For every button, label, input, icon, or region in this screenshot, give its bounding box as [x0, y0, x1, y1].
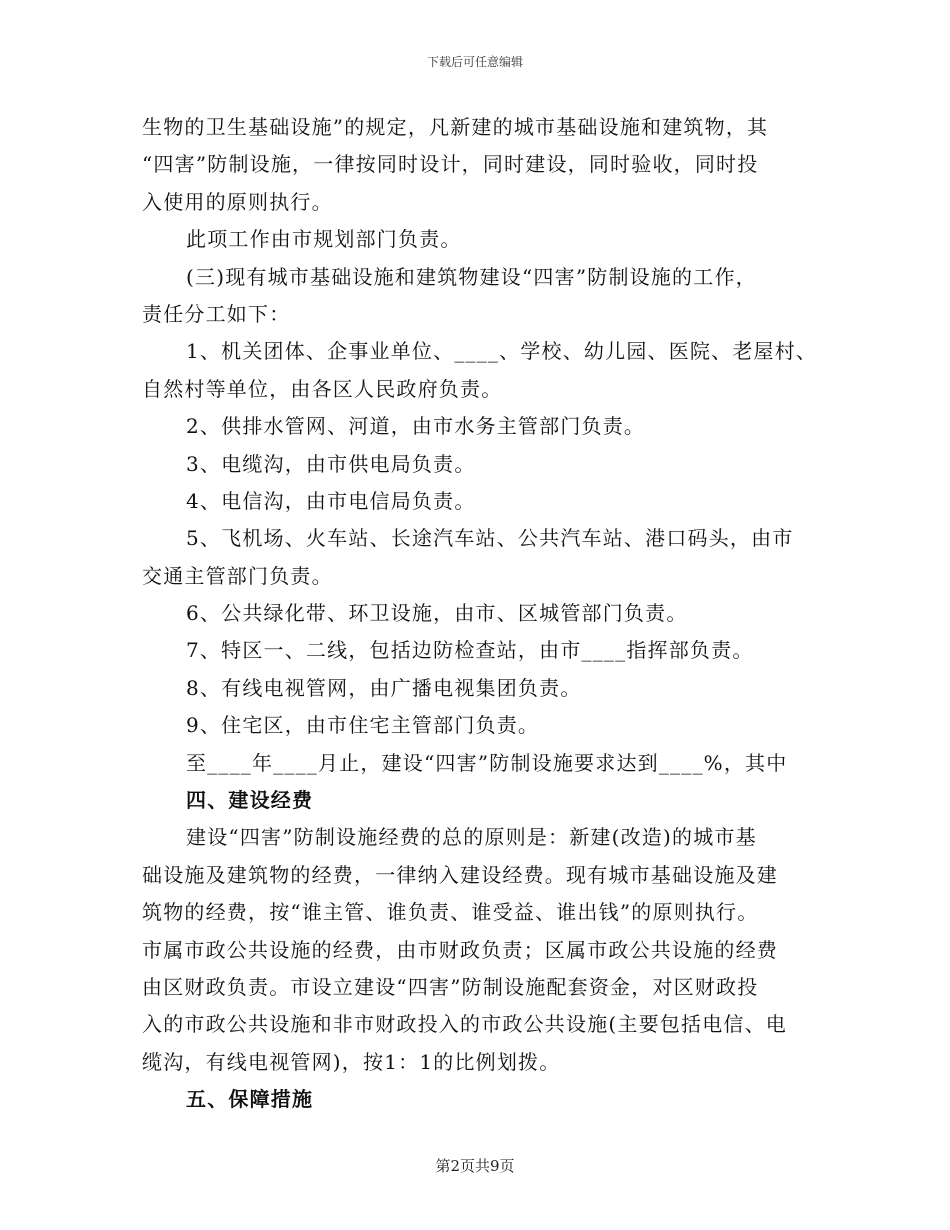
section-heading: 四、建设经费	[186, 788, 314, 813]
text-line: 市属市政公共设施的经费，由市财政负责；区属市政公共设施的经费	[142, 937, 778, 962]
text-line: 3、电缆沟，由市供电局负责。	[186, 451, 476, 476]
text-line: 生物的卫生基础设施”的规定，凡新建的城市基础设施和建筑物，其	[142, 115, 769, 139]
section-heading: 五、保障措施	[186, 1087, 314, 1112]
text-line: “四害”防制设施，一律按同时设计，同时建设，同时验收，同时投	[142, 152, 759, 177]
text-line: 8、有线电视管网，由广播电视集团负责。	[186, 675, 582, 700]
text-line: 责任分工如下：	[142, 301, 291, 326]
text-line: 建设“四害”防制设施经费的总的原则是：新建(改造)的城市基	[186, 825, 757, 850]
page-number: 第2页共9页	[435, 1157, 515, 1175]
text-line: (三)现有城市基础设施和建筑物建设“四害”防制设施的工作，	[186, 264, 757, 289]
text-line: 筑物的经费，按“谁主管、谁负责、谁受益、谁出钱”的原则执行。	[142, 900, 759, 925]
text-line: 1、机关团体、企事业单位、____、学校、幼儿园、医院、老屋村、	[186, 339, 818, 364]
text-line: 2、供排水管网、河道，由市水务主管部门负责。	[186, 414, 646, 439]
page-header: 下载后可任意编辑	[426, 55, 523, 69]
text-line: 6、公共绿化带、环卫设施，由市、区城管部门负责。	[186, 601, 688, 626]
text-line: 缆沟，有线电视管网)，按1：1的比例划拨。	[142, 1049, 561, 1074]
text-line: 自然村等单位，由各区人民政府负责。	[142, 376, 503, 401]
text-line: 由区财政负责。市设立建设“四害”防制设施配套资金，对区财政投	[142, 974, 759, 999]
document-body	[142, 109, 818, 1119]
text-line: 入的市政公共设施和非市财政投入的市政公共设施(主要包括电信、电	[142, 1012, 788, 1037]
text-line: 此项工作由市规划部门负责。	[186, 227, 462, 252]
text-line: 交通主管部门负责。	[142, 563, 333, 588]
text-line: 至____年____月止，建设“四害”防制设施要求达到____%，其中	[186, 750, 788, 775]
text-line: 5、飞机场、火车站、长途汽车站、公共汽车站、港口码头，由市	[186, 526, 794, 551]
text-line: 4、电信沟，由市电信局负责。	[186, 488, 476, 513]
text-line: 9、住宅区，由市住宅主管部门负责。	[186, 713, 540, 738]
text-line: 入使用的原则执行。	[142, 189, 333, 214]
text-line: 7、特区一、二线，包括边防检查站，由市____指挥部负责。	[186, 638, 754, 663]
text-line: 础设施及建筑物的经费，一律纳入建设经费。现有城市基础设施及建	[142, 862, 778, 887]
